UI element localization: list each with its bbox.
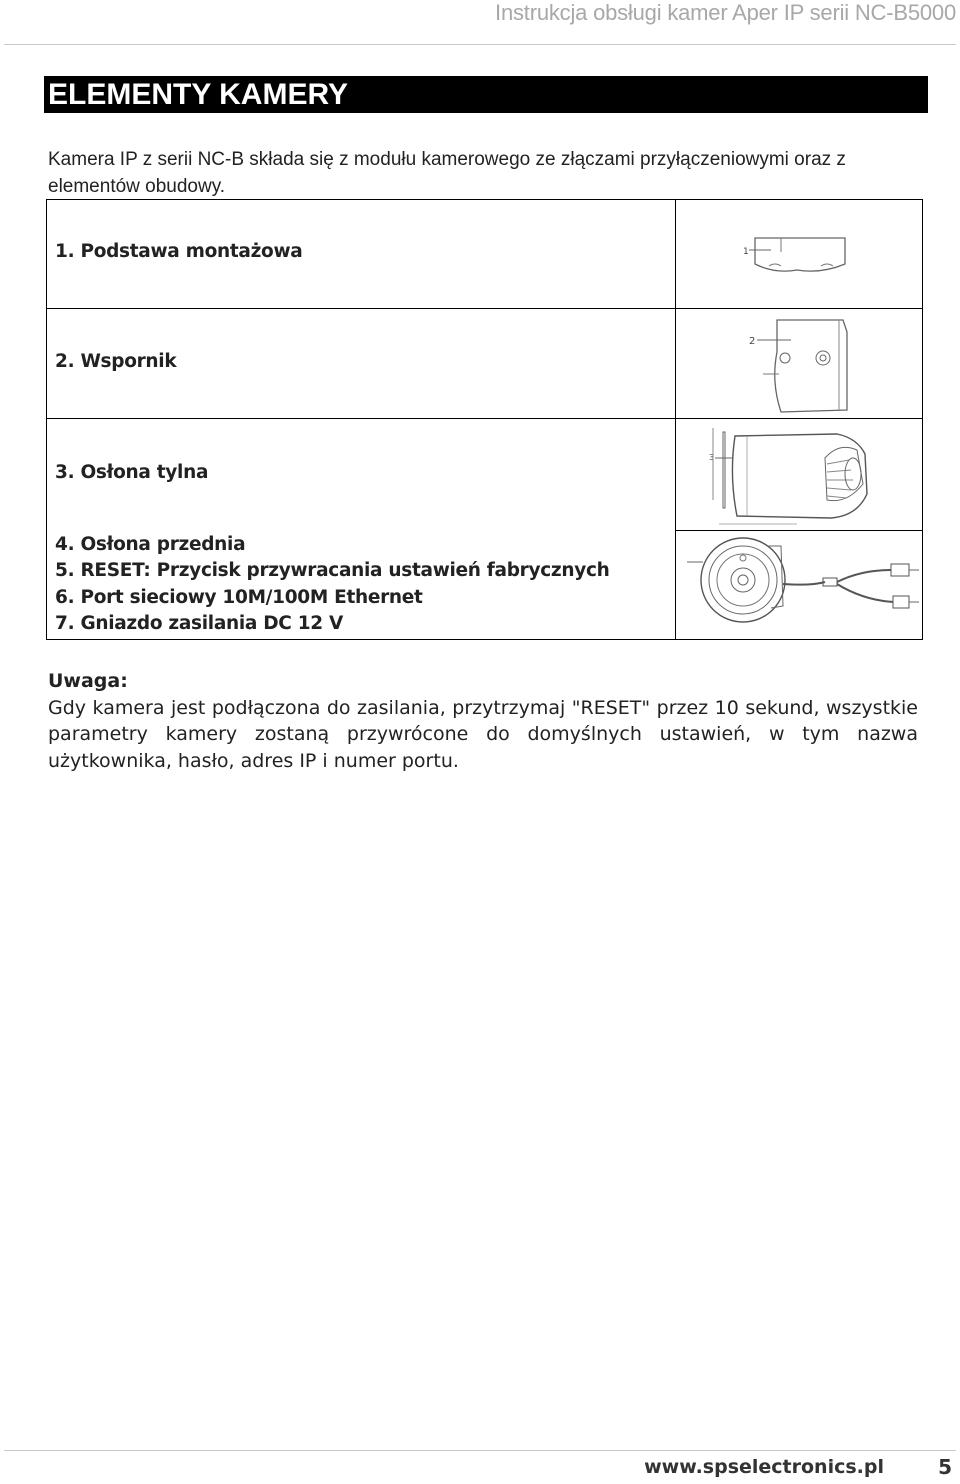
part-label-bracket: 2. Wspornik [55, 351, 177, 372]
part-label-reset: 5. RESET: Przycisk przywracania ustawień fabrycznych [55, 560, 610, 581]
intro-paragraph: Kamera IP z serii NC-B składa się z modułu kamerowego ze złączami przyłączeniowymi oraz z elementów obudowy. [48, 149, 846, 197]
footer-divider [4, 1450, 956, 1451]
callout-3: 3 [709, 453, 715, 462]
bracket-illustration [743, 312, 863, 418]
note-body: Gdy kamera jest podłączona do zasilania, przytrzymaj "RESET" przez 10 sekund, wszystkie parametry kamery zostaną przywrócone do domyślnych ustawień, w tym nazwa użytkownika, hasło, adres IP i numer portu. [48, 696, 918, 772]
table-row-divider [47, 308, 922, 309]
callout-1: 1 [743, 247, 749, 257]
page-number: 5 [938, 1455, 952, 1479]
parts-table [46, 199, 923, 640]
part-label-power: 7. Gniazdo zasilania DC 12 V [55, 613, 344, 634]
table-column-divider [675, 200, 676, 639]
part-label-mount-base: 1. Podstawa montażowa [55, 241, 303, 262]
part-label-front-cover: 4. Osłona przednia [55, 534, 246, 555]
camera-front-cables-illustration [681, 534, 921, 638]
footer-website: www.spselectronics.pl [644, 1456, 884, 1478]
note-title: Uwaga: [48, 670, 128, 692]
note-block [48, 668, 918, 774]
section-heading: ELEMENTY KAMERY [44, 76, 928, 113]
part-label-ethernet: 6. Port sieciowy 10M/100M Ethernet [55, 587, 423, 608]
table-row-divider [47, 418, 922, 419]
camera-housing-illustration [707, 420, 887, 530]
callout-2: 2 [749, 336, 756, 347]
header-divider [4, 44, 956, 45]
part-label-rear-cover: 3. Osłona tylna [55, 462, 209, 483]
table-row-divider [675, 530, 922, 531]
document-title: Instrukcja obsługi kamer Aper IP serii NC-B5000 [495, 0, 956, 25]
mount-base-illustration [741, 230, 851, 280]
